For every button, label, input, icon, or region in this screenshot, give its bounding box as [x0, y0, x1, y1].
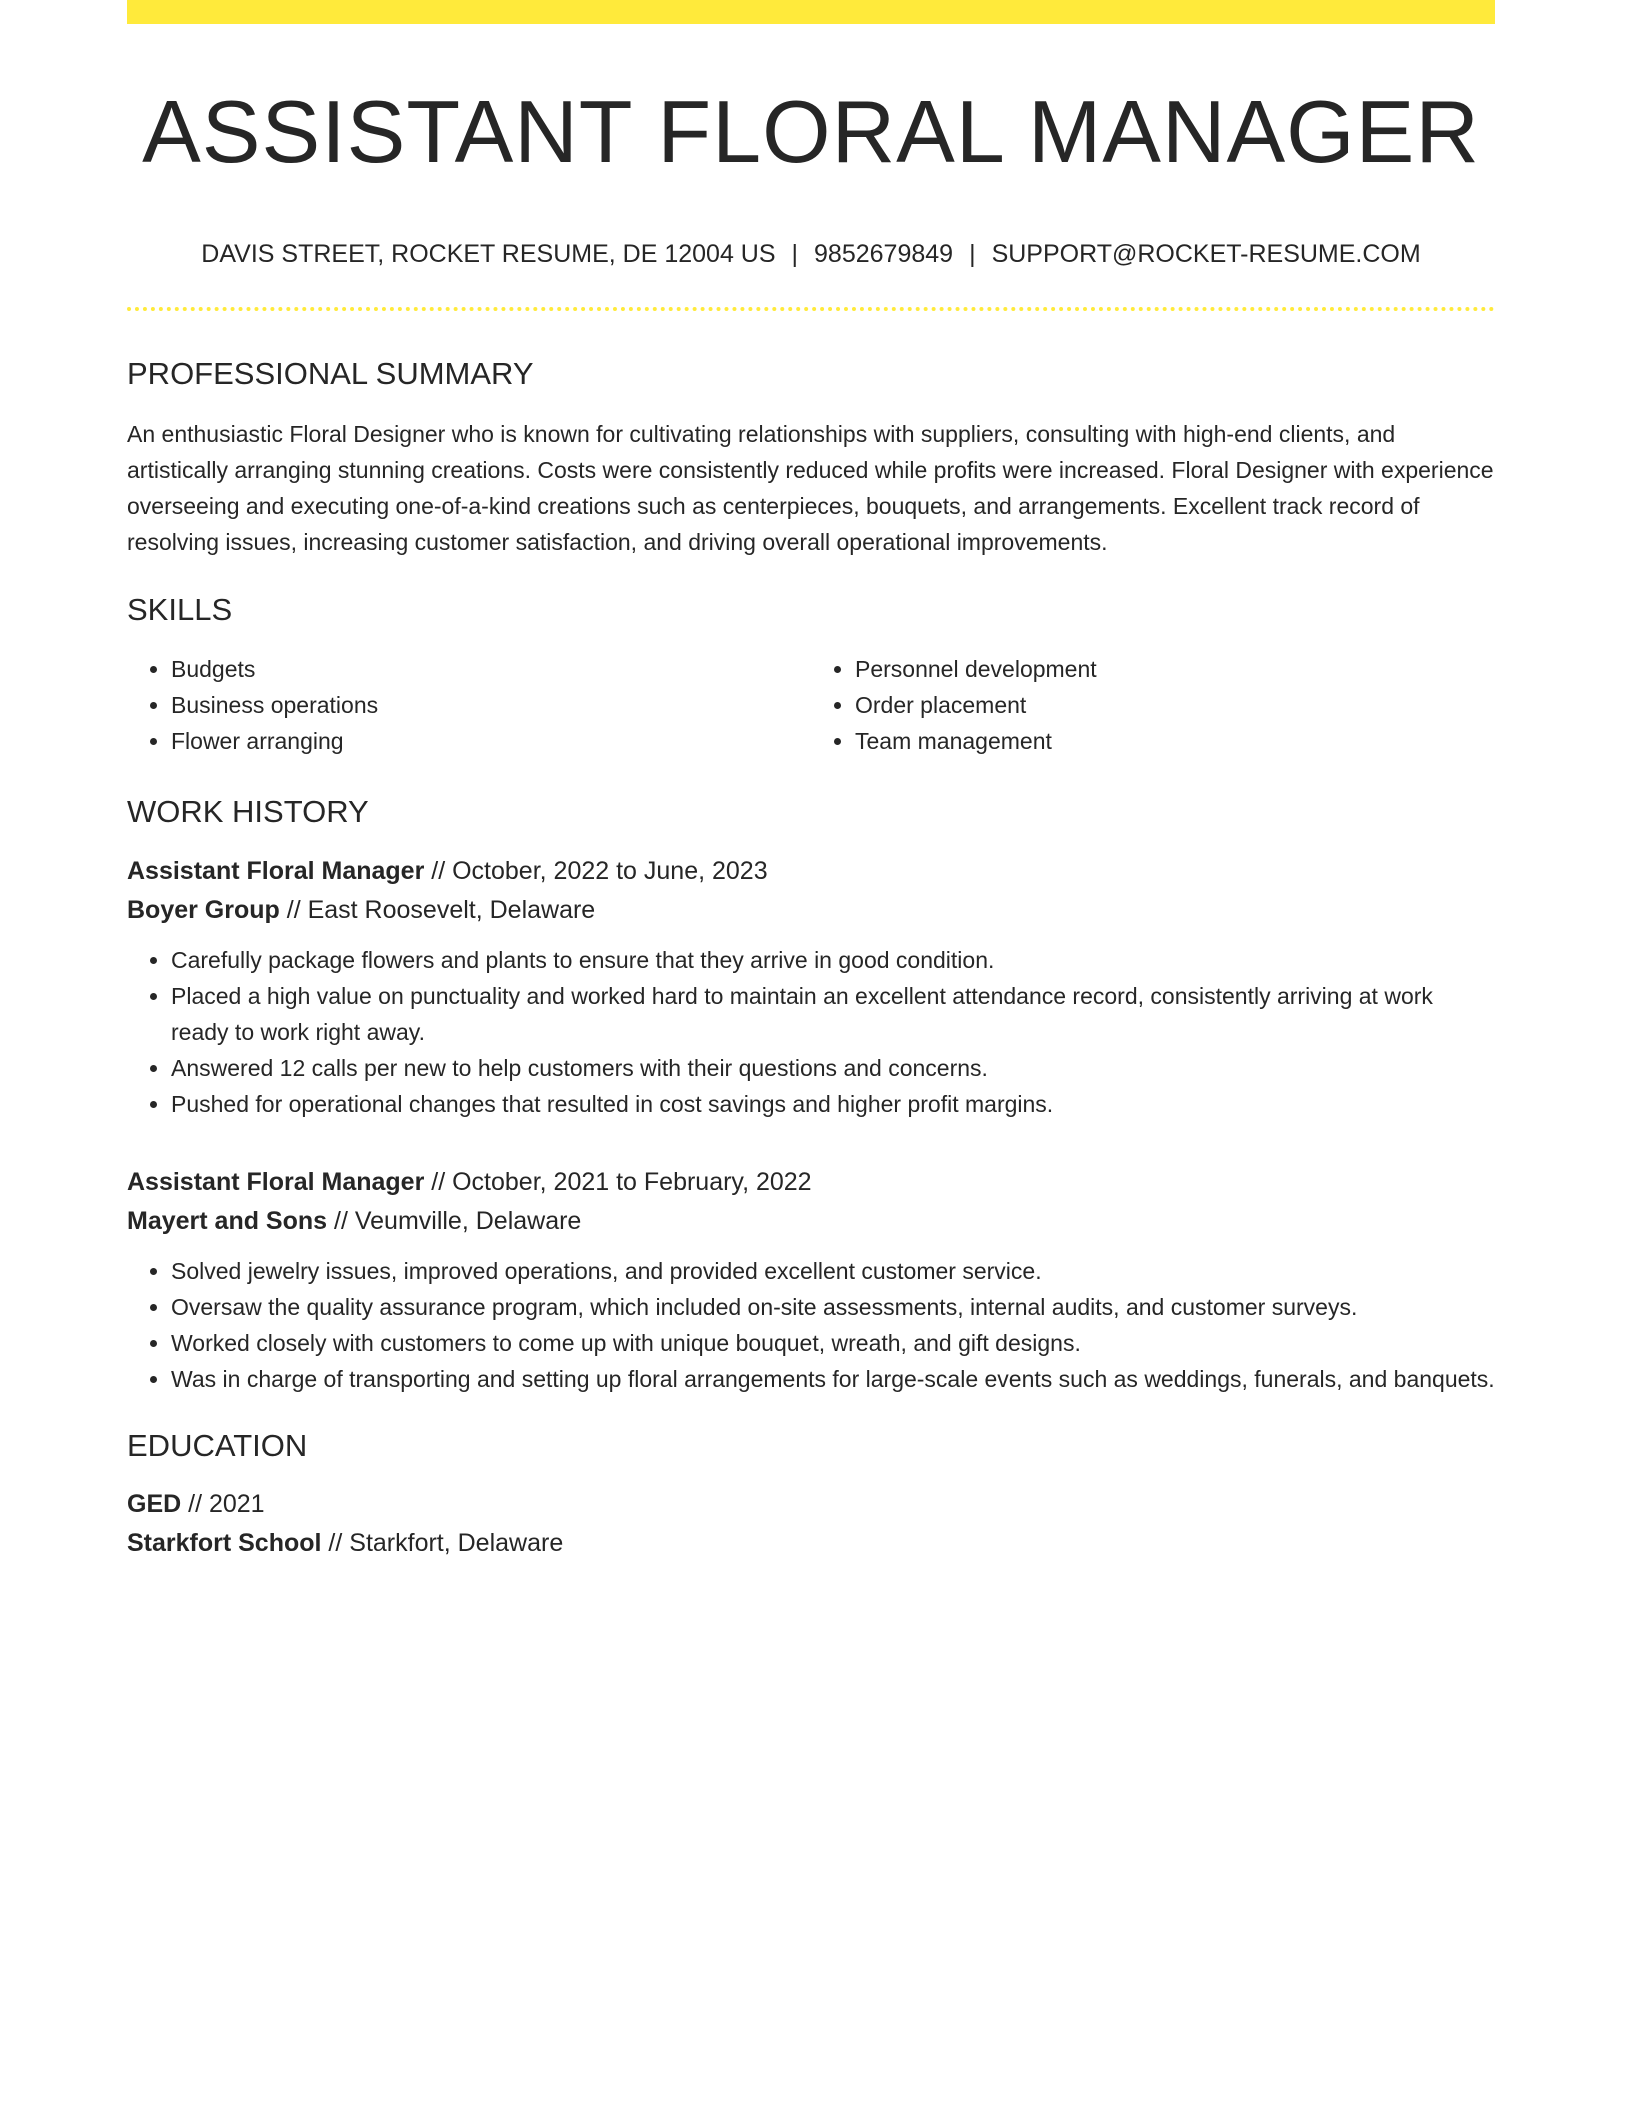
education-school: Starkfort School — [127, 1528, 322, 1557]
job-role-line — [127, 852, 1495, 891]
contact-separator: | — [791, 239, 799, 268]
job-bullet: • Was in charge of transporting and setting up floral arrangements for large-scale events such as weddings, funerals, and banquets. — [171, 1361, 1495, 1397]
skill-item: • Flower arranging — [171, 723, 811, 759]
job-entry — [127, 852, 1495, 1122]
skills-column-right — [811, 651, 1495, 759]
skill-item: • Order placement — [855, 687, 1495, 723]
job-company: Boyer Group — [127, 896, 280, 925]
skill-item: • Team management — [855, 723, 1495, 759]
job-role: Assistant Floral Manager — [127, 857, 425, 886]
job-bullet: • Carefully package flowers and plants to ensure that they arrive in good condition. — [171, 942, 1495, 978]
skills-column-left — [127, 651, 811, 759]
contact-separator: | — [969, 239, 976, 268]
education-degree-line — [127, 1485, 1495, 1524]
job-location: // East Roosevelt, Delaware — [279, 896, 596, 925]
education-degree: GED — [127, 1489, 182, 1518]
job-location: // Veumville, Delaware — [327, 1207, 582, 1236]
job-dates: // October, 2021 to February, 2022 — [424, 1168, 812, 1197]
dotted-divider — [127, 307, 1495, 311]
job-bullets — [127, 1253, 1495, 1397]
skill-item: • Business operations — [171, 687, 811, 723]
contact-phone: 9852679849 — [814, 239, 954, 268]
education-year: // 2021 — [181, 1489, 265, 1518]
job-bullet: • Placed a high value on punctuality and worked hard to maintain an excellent attendance record, consistently arriving at work ready to work right away. — [171, 978, 1495, 1050]
education-entry — [127, 1485, 1495, 1563]
job-bullet: • Solved jewelry issues, improved operations, and provided excellent customer service. — [171, 1253, 1495, 1289]
work-history-heading: WORK HISTORY — [127, 794, 369, 830]
skills-heading: SKILLS — [127, 591, 233, 627]
contact-email: SUPPORT@ROCKET-RESUME.COM — [991, 239, 1421, 268]
job-bullet: • Answered 12 calls per new to help customers with their questions and concerns. — [171, 1050, 1495, 1086]
job-company-line — [127, 891, 1495, 930]
accent-top-bar — [127, 0, 1495, 24]
job-company-line — [127, 1202, 1495, 1241]
contact-line — [127, 239, 1495, 269]
resume-page — [127, 0, 1495, 1563]
job-company: Mayert and Sons — [127, 1207, 328, 1236]
job-bullet: • Worked closely with customers to come up with unique bouquet, wreath, and gift designs. — [171, 1325, 1495, 1361]
skill-item: • Personnel development — [855, 651, 1495, 687]
job-role: Assistant Floral Manager — [127, 1168, 425, 1197]
summary-text: An enthusiastic Floral Designer who is known for cultivating relationships with suppliers, consulting with high-end clients, and artistically arranging stunning creations. Costs were consistently reduced while profits were increased. Floral Designer with experience overseeing and executing one-of-a-kind creations such as centerpieces, bouquets, and arrangements. Excellent track record of resolving issues, increasing customer satisfaction, and driving overall operational improvements. — [127, 420, 1494, 555]
education-heading: EDUCATION — [127, 1428, 308, 1464]
job-bullets — [127, 942, 1495, 1122]
summary-heading: PROFESSIONAL SUMMARY — [127, 355, 534, 391]
job-bullet: • Pushed for operational changes that resulted in cost savings and higher profit margins. — [171, 1086, 1495, 1122]
skills-list — [127, 651, 1495, 759]
job-dates: // October, 2022 to June, 2023 — [424, 857, 768, 886]
job-entry — [127, 1163, 1495, 1397]
education-school-line — [127, 1524, 1495, 1563]
contact-address: DAVIS STREET, ROCKET RESUME, DE 12004 US — [201, 239, 776, 268]
job-bullet: • Oversaw the quality assurance program, which included on-site assessments, internal audits, and customer surveys. — [171, 1289, 1495, 1325]
job-role-line — [127, 1163, 1495, 1202]
resume-title: ASSISTANT FLORAL MANAGER — [142, 82, 1480, 181]
education-location: // Starkfort, Delaware — [321, 1528, 564, 1557]
skill-item: • Budgets — [171, 651, 811, 687]
